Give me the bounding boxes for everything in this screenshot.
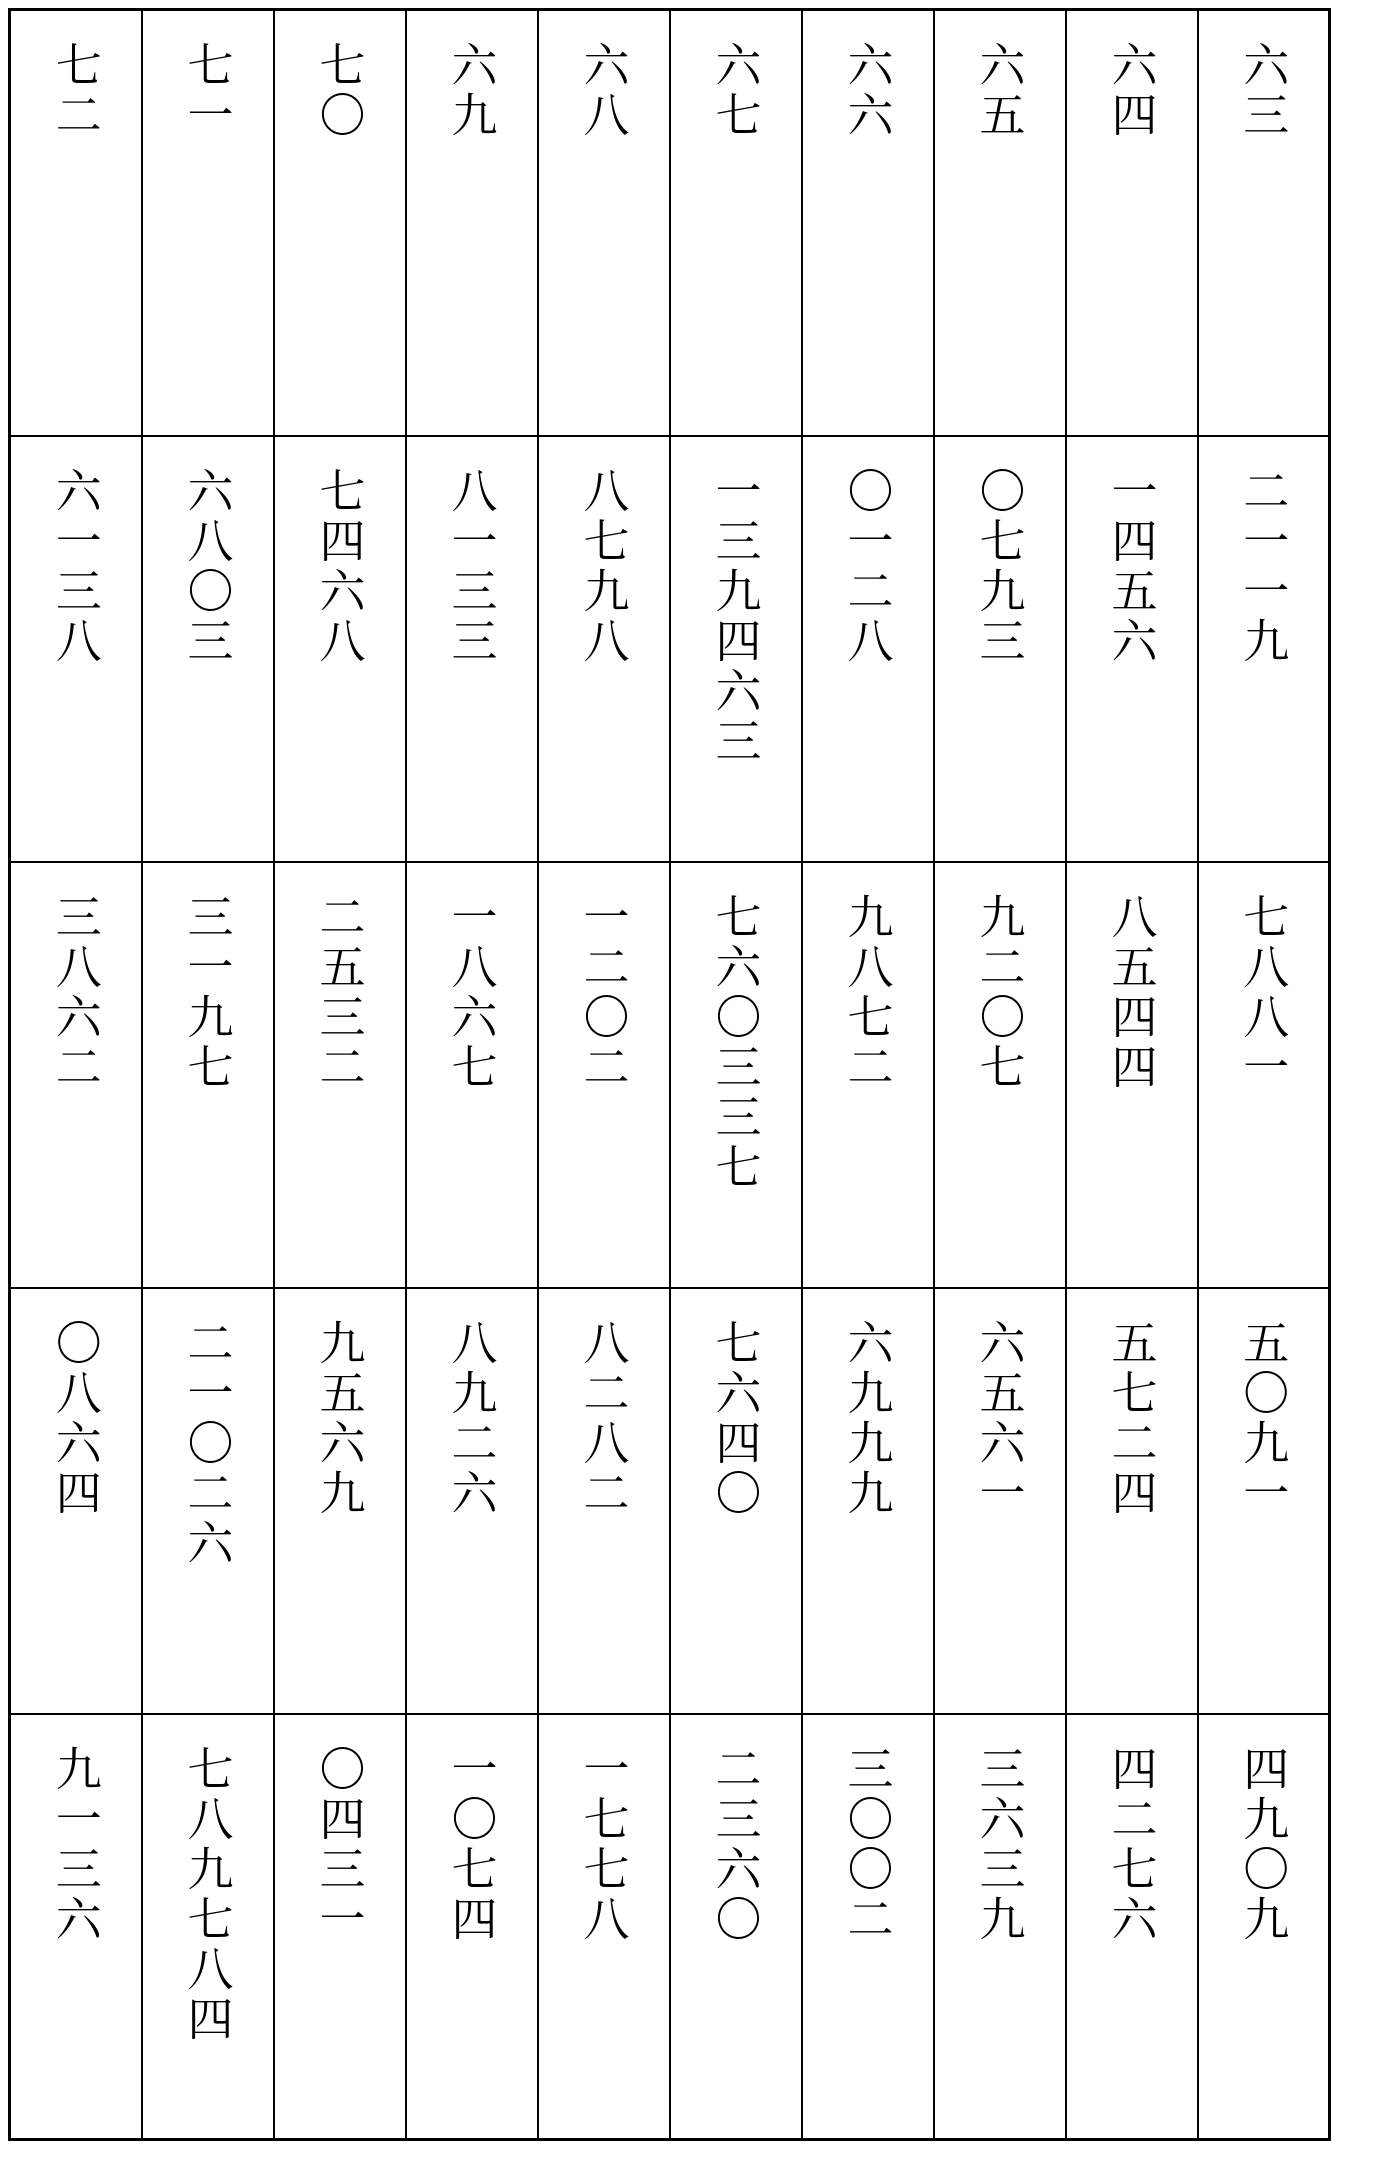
cell-text: 七八九七八四 [180,1744,235,2045]
table-cell [1066,1288,1198,1714]
table-cell [934,862,1066,1288]
cell-text: 七六四〇 [708,1318,763,1519]
table-cell [142,436,274,862]
table-cell [142,1714,274,2140]
cell-text: 四九〇九 [1236,1744,1291,1945]
table-cell [142,862,274,1288]
cell-text: 五七二四 [1104,1318,1159,1519]
table-cell [1198,1288,1330,1714]
cell-text: 三一九七 [180,892,235,1093]
table-cell [406,862,538,1288]
cell-text: 三〇〇二 [840,1744,895,1945]
cell-text: 九二〇七 [972,892,1027,1093]
cell-text: 六八〇三 [180,466,235,667]
cell-text: 一〇七四 [444,1744,499,1945]
table-cell [1066,1714,1198,2140]
table-cell [670,10,802,436]
table-cell [670,436,802,862]
table-row [10,862,1330,1288]
table-cell [406,436,538,862]
cell-text: 〇四三一 [312,1744,367,1945]
table-cell [1198,1714,1330,2140]
cell-text: 四二七六 [1104,1744,1159,1945]
cell-text: 六五 [972,41,1027,141]
cell-text: 六三 [1236,41,1291,141]
table-cell [802,862,934,1288]
table-cell [670,1288,802,1714]
table-cell [1198,10,1330,436]
cell-text: 〇八六四 [48,1318,103,1519]
table-cell [1198,436,1330,862]
table-cell [274,1714,406,2140]
table-cell [10,10,142,436]
cell-text: 三八六二 [48,892,103,1093]
cell-text: 七〇 [312,41,367,141]
table-cell [802,1288,934,1714]
cell-text: 七一 [180,41,235,141]
table-row [10,10,1330,436]
table-cell [274,1288,406,1714]
table-cell [10,862,142,1288]
table-cell [802,1714,934,2140]
table-cell [934,10,1066,436]
cell-text: 六五六一 [972,1318,1027,1519]
cell-text: 二一〇二六 [180,1318,235,1569]
cell-text: 八二八二 [576,1318,631,1519]
cell-text: 二五三二 [312,892,367,1093]
table-cell [274,10,406,436]
cell-text: 五〇九一 [1236,1318,1291,1519]
table-cell [538,10,670,436]
cell-text: 六七 [708,41,763,141]
cell-text: 一三九四六三 [708,466,763,767]
cell-text: 六九九九 [840,1318,895,1519]
cell-text: 六八 [576,41,631,141]
table-cell [934,1288,1066,1714]
table-cell [10,436,142,862]
table-cell [670,862,802,1288]
table-cell [1066,10,1198,436]
cell-text: 六六 [840,41,895,141]
cell-text: 七六〇三三七 [708,892,763,1193]
cell-text: 六一三八 [48,466,103,667]
cell-text: 八五四四 [1104,892,1159,1093]
table-cell [142,10,274,436]
table-cell [1066,862,1198,1288]
cell-text: 七二 [48,41,103,141]
table-cell [670,1714,802,2140]
cell-text: 八九二六 [444,1318,499,1519]
table-cell [802,436,934,862]
cell-text: 一二〇二 [576,892,631,1093]
cell-text: 六九 [444,41,499,141]
cell-text: 二一一九 [1236,466,1291,667]
table-cell [934,1714,1066,2140]
cell-text: 九五六九 [312,1318,367,1519]
table-cell [802,10,934,436]
cell-text: 七八八一 [1236,892,1291,1093]
table-cell [406,10,538,436]
cell-text: 〇七九三 [972,466,1027,667]
table-cell [406,1288,538,1714]
cell-text: 一八六七 [444,892,499,1093]
number-table [8,8,1331,2141]
table-cell [142,1288,274,1714]
cell-text: 〇一二八 [840,466,895,667]
table-body [10,10,1330,2140]
cell-text: 九一三六 [48,1744,103,1945]
table-row [10,1714,1330,2140]
table-row [10,436,1330,862]
cell-text: 八七九八 [576,466,631,667]
cell-text: 八一三三 [444,466,499,667]
cell-text: 六四 [1104,41,1159,141]
table-cell [10,1714,142,2140]
cell-text: 三六三九 [972,1744,1027,1945]
table-cell [406,1714,538,2140]
cell-text: 九八七二 [840,892,895,1093]
table-row [10,1288,1330,1714]
table-cell [1198,862,1330,1288]
cell-text: 七四六八 [312,466,367,667]
table-cell [538,862,670,1288]
table-cell [934,436,1066,862]
cell-text: 一四五六 [1104,466,1159,667]
table-cell [274,862,406,1288]
cell-text: 二三六〇 [708,1744,763,1945]
cell-text: 一七七八 [576,1744,631,1945]
table-cell [538,436,670,862]
table-cell [10,1288,142,1714]
table-cell [1066,436,1198,862]
table-cell [274,436,406,862]
table-cell [538,1714,670,2140]
table-cell [538,1288,670,1714]
